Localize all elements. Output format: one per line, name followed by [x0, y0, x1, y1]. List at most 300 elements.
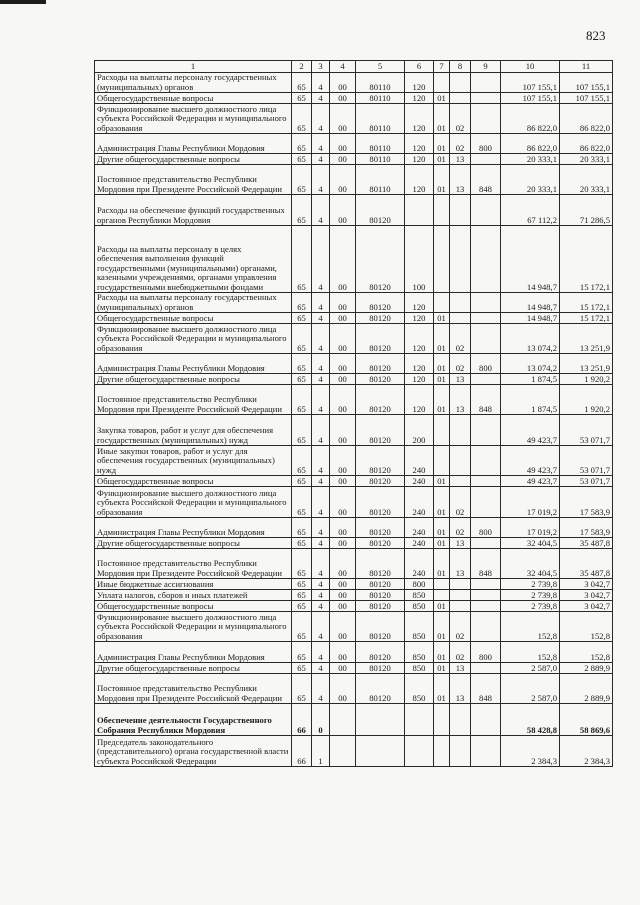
cell-rz: 01: [434, 313, 450, 324]
cell-rz: [434, 293, 450, 313]
cell-vr: 850: [405, 590, 434, 601]
cell-pr: [450, 226, 471, 293]
table-row: [95, 154, 613, 165]
cell-sub: 4: [312, 518, 330, 538]
row-name: Функционирование высшего должностного лица субъекта Российской Федерации и муниципального образования: [95, 487, 292, 518]
table-row: [95, 354, 613, 374]
cell-vr: 850: [405, 612, 434, 642]
cell-dir: 00: [330, 663, 356, 674]
cell-rz: 01: [434, 674, 450, 704]
cell-amount-year2: 53 071,7: [560, 446, 613, 476]
cell-code: [356, 736, 405, 767]
row-name: Расходы на выплаты персоналу государственных (муниципальных) органов: [95, 293, 292, 313]
column-header: 6: [405, 61, 434, 73]
cell-pr: [450, 313, 471, 324]
cell-dir: 00: [330, 324, 356, 354]
cell-pr: [450, 93, 471, 104]
cell-sub: 4: [312, 642, 330, 663]
cell-amount-year2: 3 042,7: [560, 590, 613, 601]
cell-vr: 240: [405, 446, 434, 476]
cell-vr: 120: [405, 165, 434, 195]
cell-pr: 13: [450, 374, 471, 385]
cell-vr: 850: [405, 601, 434, 612]
cell-pr: 02: [450, 612, 471, 642]
cell-sub: 4: [312, 354, 330, 374]
table-row: [95, 195, 613, 226]
cell-code: 80120: [356, 549, 405, 579]
cell-pr: 13: [450, 674, 471, 704]
column-header: 8: [450, 61, 471, 73]
cell-rz: [434, 579, 450, 590]
cell-gp: 65: [292, 601, 312, 612]
budget-table: [94, 60, 613, 767]
cell-code: 80110: [356, 73, 405, 93]
cell-amount-year2: 2 889,9: [560, 663, 613, 674]
cell-amount-year1: 17 019,2: [501, 487, 560, 518]
cell-code: 80110: [356, 93, 405, 104]
cell-pr: 02: [450, 642, 471, 663]
table-row: [95, 518, 613, 538]
cell-grbs: 848: [471, 674, 501, 704]
cell-rz: 01: [434, 154, 450, 165]
table-row: [95, 612, 613, 642]
cell-pr: 13: [450, 538, 471, 549]
cell-rz: 01: [434, 104, 450, 134]
cell-pr: 13: [450, 663, 471, 674]
cell-pr: 02: [450, 518, 471, 538]
cell-amount-year2: 3 042,7: [560, 601, 613, 612]
row-name: Уплата налогов, сборов и иных платежей: [95, 590, 292, 601]
cell-amount-year2: 86 822,0: [560, 104, 613, 134]
cell-dir: 00: [330, 601, 356, 612]
cell-dir: 00: [330, 518, 356, 538]
cell-sub: 4: [312, 476, 330, 487]
cell-rz: 01: [434, 93, 450, 104]
row-name: Другие общегосударственные вопросы: [95, 154, 292, 165]
table-row: [95, 674, 613, 704]
cell-grbs: [471, 154, 501, 165]
cell-dir: 00: [330, 154, 356, 165]
cell-dir: 00: [330, 374, 356, 385]
cell-amount-year1: 86 822,0: [501, 104, 560, 134]
cell-gp: 65: [292, 165, 312, 195]
row-name: Постоянное представительство Республики Мордовия при Президенте Российской Федерации: [95, 385, 292, 415]
cell-gp: 65: [292, 134, 312, 154]
cell-pr: [450, 415, 471, 446]
cell-pr: [450, 579, 471, 590]
cell-code: 80120: [356, 601, 405, 612]
cell-code: 80120: [356, 313, 405, 324]
column-header: 4: [330, 61, 356, 73]
cell-sub: 4: [312, 93, 330, 104]
column-header: 3: [312, 61, 330, 73]
cell-code: 80120: [356, 590, 405, 601]
cell-code: 80120: [356, 642, 405, 663]
cell-gp: 65: [292, 612, 312, 642]
cell-grbs: [471, 313, 501, 324]
row-name: Общегосударственные вопросы: [95, 93, 292, 104]
cell-amount-year2: 15 172,1: [560, 226, 613, 293]
cell-amount-year1: 107 155,1: [501, 73, 560, 93]
cell-dir: 00: [330, 612, 356, 642]
cell-amount-year1: 2 739,8: [501, 579, 560, 590]
cell-amount-year2: 13 251,9: [560, 324, 613, 354]
table-row: [95, 374, 613, 385]
cell-amount-year1: 2 587,0: [501, 674, 560, 704]
cell-vr: 240: [405, 476, 434, 487]
cell-grbs: [471, 324, 501, 354]
cell-code: 80120: [356, 415, 405, 446]
cell-vr: 120: [405, 374, 434, 385]
cell-amount-year1: 20 333,1: [501, 154, 560, 165]
cell-amount-year2: 71 286,5: [560, 195, 613, 226]
row-name: Закупка товаров, работ и услуг для обеспечения государственных (муниципальных) нужд: [95, 415, 292, 446]
cell-rz: [434, 73, 450, 93]
cell-amount-year1: 2 384,3: [501, 736, 560, 767]
row-name: Другие общегосударственные вопросы: [95, 374, 292, 385]
cell-dir: 00: [330, 538, 356, 549]
cell-rz: [434, 736, 450, 767]
cell-sub: 4: [312, 612, 330, 642]
cell-code: [356, 704, 405, 736]
cell-rz: 01: [434, 487, 450, 518]
row-name: Постоянное представительство Республики Мордовия при Президенте Российской Федерации: [95, 674, 292, 704]
cell-pr: [450, 446, 471, 476]
cell-vr: 100: [405, 226, 434, 293]
cell-amount-year1: 152,8: [501, 642, 560, 663]
cell-rz: 01: [434, 354, 450, 374]
cell-dir: 00: [330, 590, 356, 601]
cell-amount-year1: 14 948,7: [501, 313, 560, 324]
cell-dir: 00: [330, 674, 356, 704]
cell-sub: 4: [312, 538, 330, 549]
cell-rz: 01: [434, 476, 450, 487]
table-row: [95, 385, 613, 415]
cell-sub: 4: [312, 590, 330, 601]
cell-vr: 120: [405, 354, 434, 374]
cell-rz: 01: [434, 601, 450, 612]
cell-sub: 4: [312, 487, 330, 518]
cell-amount-year2: 107 155,1: [560, 73, 613, 93]
table-row: [95, 324, 613, 354]
cell-vr: 800: [405, 579, 434, 590]
table-row: [95, 134, 613, 154]
corner-mark: [0, 0, 46, 4]
table-row: [95, 104, 613, 134]
cell-code: 80120: [356, 374, 405, 385]
cell-rz: [434, 590, 450, 601]
cell-vr: [405, 736, 434, 767]
cell-amount-year1: 32 404,5: [501, 549, 560, 579]
cell-amount-year2: 53 071,7: [560, 415, 613, 446]
cell-grbs: [471, 293, 501, 313]
cell-vr: 120: [405, 154, 434, 165]
cell-gp: 65: [292, 195, 312, 226]
cell-amount-year2: 152,8: [560, 612, 613, 642]
cell-grbs: [471, 704, 501, 736]
cell-gp: 65: [292, 324, 312, 354]
column-header: 7: [434, 61, 450, 73]
cell-pr: 13: [450, 165, 471, 195]
cell-gp: 65: [292, 538, 312, 549]
cell-amount-year2: 1 920,2: [560, 385, 613, 415]
cell-code: 80120: [356, 293, 405, 313]
cell-gp: 65: [292, 385, 312, 415]
cell-sub: 0: [312, 704, 330, 736]
cell-sub: 4: [312, 293, 330, 313]
row-name: Функционирование высшего должностного лица субъекта Российской Федерации и муниципального образования: [95, 324, 292, 354]
cell-grbs: [471, 736, 501, 767]
cell-sub: 4: [312, 324, 330, 354]
cell-amount-year1: 1 874,5: [501, 385, 560, 415]
cell-pr: 13: [450, 385, 471, 415]
cell-pr: [450, 590, 471, 601]
cell-code: 80110: [356, 104, 405, 134]
cell-amount-year1: 20 333,1: [501, 165, 560, 195]
row-name: Общегосударственные вопросы: [95, 476, 292, 487]
page-number: 823: [586, 28, 606, 43]
cell-rz: 01: [434, 385, 450, 415]
cell-grbs: [471, 579, 501, 590]
cell-pr: 02: [450, 354, 471, 374]
cell-sub: 4: [312, 313, 330, 324]
cell-dir: 00: [330, 293, 356, 313]
cell-vr: 120: [405, 293, 434, 313]
cell-vr: 120: [405, 134, 434, 154]
cell-grbs: [471, 446, 501, 476]
cell-amount-year2: 15 172,1: [560, 293, 613, 313]
cell-amount-year2: 20 333,1: [560, 154, 613, 165]
cell-gp: 65: [292, 674, 312, 704]
cell-pr: [450, 293, 471, 313]
cell-gp: 65: [292, 446, 312, 476]
cell-code: 80120: [356, 446, 405, 476]
table-row: [95, 415, 613, 446]
cell-gp: 65: [292, 642, 312, 663]
cell-amount-year2: 15 172,1: [560, 313, 613, 324]
cell-amount-year2: 20 333,1: [560, 165, 613, 195]
cell-rz: 01: [434, 324, 450, 354]
cell-vr: 120: [405, 104, 434, 134]
cell-grbs: [471, 538, 501, 549]
table-row: [95, 704, 613, 736]
cell-gp: 66: [292, 736, 312, 767]
cell-rz: [434, 704, 450, 736]
cell-code: 80120: [356, 579, 405, 590]
cell-grbs: 800: [471, 354, 501, 374]
row-name: Администрация Главы Республики Мордовия: [95, 642, 292, 663]
cell-gp: 65: [292, 487, 312, 518]
row-name: Расходы на выплаты персоналу в целях обеспечения выполнения функций государственными (муниципальными) органами, казенными учреждениями, органами управления государственными внебюджетными фондами: [95, 226, 292, 293]
cell-gp: 65: [292, 93, 312, 104]
cell-amount-year1: 14 948,7: [501, 226, 560, 293]
cell-pr: [450, 704, 471, 736]
cell-sub: 4: [312, 134, 330, 154]
cell-vr: 120: [405, 313, 434, 324]
cell-sub: 4: [312, 165, 330, 195]
cell-amount-year2: 58 869,6: [560, 704, 613, 736]
cell-grbs: [471, 601, 501, 612]
cell-dir: [330, 736, 356, 767]
cell-sub: 4: [312, 579, 330, 590]
table-row: [95, 165, 613, 195]
cell-amount-year1: 2 739,8: [501, 601, 560, 612]
cell-dir: 00: [330, 313, 356, 324]
cell-amount-year1: 14 948,7: [501, 293, 560, 313]
cell-vr: 240: [405, 518, 434, 538]
cell-amount-year2: 35 487,8: [560, 538, 613, 549]
cell-code: 80110: [356, 154, 405, 165]
row-name: Другие общегосударственные вопросы: [95, 538, 292, 549]
cell-vr: 850: [405, 674, 434, 704]
cell-amount-year1: 107 155,1: [501, 93, 560, 104]
cell-dir: 00: [330, 354, 356, 374]
table-row: [95, 663, 613, 674]
cell-grbs: 800: [471, 642, 501, 663]
cell-sub: 4: [312, 601, 330, 612]
cell-vr: 850: [405, 642, 434, 663]
column-header: 2: [292, 61, 312, 73]
cell-rz: [434, 415, 450, 446]
cell-sub: 4: [312, 374, 330, 385]
cell-pr: [450, 736, 471, 767]
column-header: 9: [471, 61, 501, 73]
cell-code: 80120: [356, 674, 405, 704]
cell-pr: 02: [450, 487, 471, 518]
table-row: [95, 538, 613, 549]
cell-amount-year2: 3 042,7: [560, 579, 613, 590]
cell-grbs: 848: [471, 549, 501, 579]
column-header: 11: [560, 61, 613, 73]
cell-amount-year2: 35 487,8: [560, 549, 613, 579]
cell-sub: 4: [312, 385, 330, 415]
row-name: Обеспечение деятельности Государственного Собрания Республики Мордовия: [95, 704, 292, 736]
cell-pr: 02: [450, 324, 471, 354]
cell-vr: 200: [405, 415, 434, 446]
cell-vr: 240: [405, 549, 434, 579]
row-name: Функционирование высшего должностного лица субъекта Российской Федерации и муниципального образования: [95, 612, 292, 642]
cell-pr: [450, 195, 471, 226]
cell-code: 80110: [356, 165, 405, 195]
cell-rz: [434, 446, 450, 476]
cell-gp: 65: [292, 374, 312, 385]
cell-dir: 00: [330, 73, 356, 93]
cell-amount-year1: 13 074,2: [501, 324, 560, 354]
cell-code: 80120: [356, 612, 405, 642]
cell-grbs: [471, 93, 501, 104]
cell-dir: 00: [330, 226, 356, 293]
cell-rz: 01: [434, 374, 450, 385]
cell-gp: 65: [292, 154, 312, 165]
cell-dir: 00: [330, 385, 356, 415]
row-name: Постоянное представительство Республики Мордовия при Президенте Российской Федерации: [95, 165, 292, 195]
cell-grbs: 800: [471, 518, 501, 538]
table-row: [95, 601, 613, 612]
cell-sub: 4: [312, 663, 330, 674]
cell-dir: 00: [330, 134, 356, 154]
row-name: Иные бюджетные ассигнования: [95, 579, 292, 590]
cell-pr: 13: [450, 549, 471, 579]
cell-code: 80120: [356, 518, 405, 538]
table-row: [95, 590, 613, 601]
cell-vr: [405, 704, 434, 736]
cell-grbs: [471, 590, 501, 601]
cell-dir: 00: [330, 104, 356, 134]
table-row: [95, 93, 613, 104]
row-name: Администрация Главы Республики Мордовия: [95, 134, 292, 154]
cell-sub: 4: [312, 446, 330, 476]
cell-gp: 65: [292, 415, 312, 446]
cell-amount-year2: 53 071,7: [560, 476, 613, 487]
cell-amount-year2: 86 822,0: [560, 134, 613, 154]
cell-amount-year1: 2 587,0: [501, 663, 560, 674]
cell-amount-year2: 2 384,3: [560, 736, 613, 767]
cell-rz: 01: [434, 518, 450, 538]
cell-vr: 120: [405, 73, 434, 93]
cell-gp: 65: [292, 579, 312, 590]
row-name: Постоянное представительство Республики Мордовия при Президенте Российской Федерации: [95, 549, 292, 579]
cell-code: 80120: [356, 195, 405, 226]
cell-amount-year1: 49 423,7: [501, 415, 560, 446]
cell-amount-year1: 32 404,5: [501, 538, 560, 549]
cell-gp: 65: [292, 518, 312, 538]
cell-rz: 01: [434, 549, 450, 579]
cell-amount-year1: 17 019,2: [501, 518, 560, 538]
cell-rz: 01: [434, 538, 450, 549]
cell-amount-year2: 2 889,9: [560, 674, 613, 704]
cell-amount-year2: 152,8: [560, 642, 613, 663]
cell-dir: 00: [330, 446, 356, 476]
cell-sub: 1: [312, 736, 330, 767]
cell-dir: 00: [330, 487, 356, 518]
cell-rz: 01: [434, 134, 450, 154]
cell-grbs: [471, 226, 501, 293]
row-name: Председатель законодательного (представительного) органа государственной власти субъекта Российской Федерации: [95, 736, 292, 767]
cell-code: 80120: [356, 324, 405, 354]
cell-code: 80120: [356, 487, 405, 518]
row-name: Общегосударственные вопросы: [95, 601, 292, 612]
column-header: 5: [356, 61, 405, 73]
cell-amount-year1: 152,8: [501, 612, 560, 642]
cell-sub: 4: [312, 674, 330, 704]
cell-amount-year1: 2 739,8: [501, 590, 560, 601]
cell-amount-year1: 86 822,0: [501, 134, 560, 154]
cell-pr: [450, 73, 471, 93]
cell-sub: 4: [312, 73, 330, 93]
cell-dir: 00: [330, 549, 356, 579]
cell-code: 80120: [356, 226, 405, 293]
cell-grbs: [471, 476, 501, 487]
cell-grbs: [471, 415, 501, 446]
table-row: [95, 642, 613, 663]
table-row: [95, 549, 613, 579]
cell-sub: 4: [312, 195, 330, 226]
cell-vr: 120: [405, 385, 434, 415]
cell-vr: [405, 195, 434, 226]
row-name: Расходы на выплаты персоналу государственных (муниципальных) органов: [95, 73, 292, 93]
cell-gp: 65: [292, 226, 312, 293]
cell-amount-year1: 67 112,2: [501, 195, 560, 226]
cell-grbs: 848: [471, 165, 501, 195]
cell-amount-year1: 58 428,8: [501, 704, 560, 736]
cell-grbs: [471, 487, 501, 518]
column-header: 1: [95, 61, 292, 73]
cell-vr: 120: [405, 324, 434, 354]
cell-amount-year2: 17 583,9: [560, 518, 613, 538]
cell-gp: 65: [292, 313, 312, 324]
cell-amount-year2: 17 583,9: [560, 487, 613, 518]
table-row: [95, 293, 613, 313]
